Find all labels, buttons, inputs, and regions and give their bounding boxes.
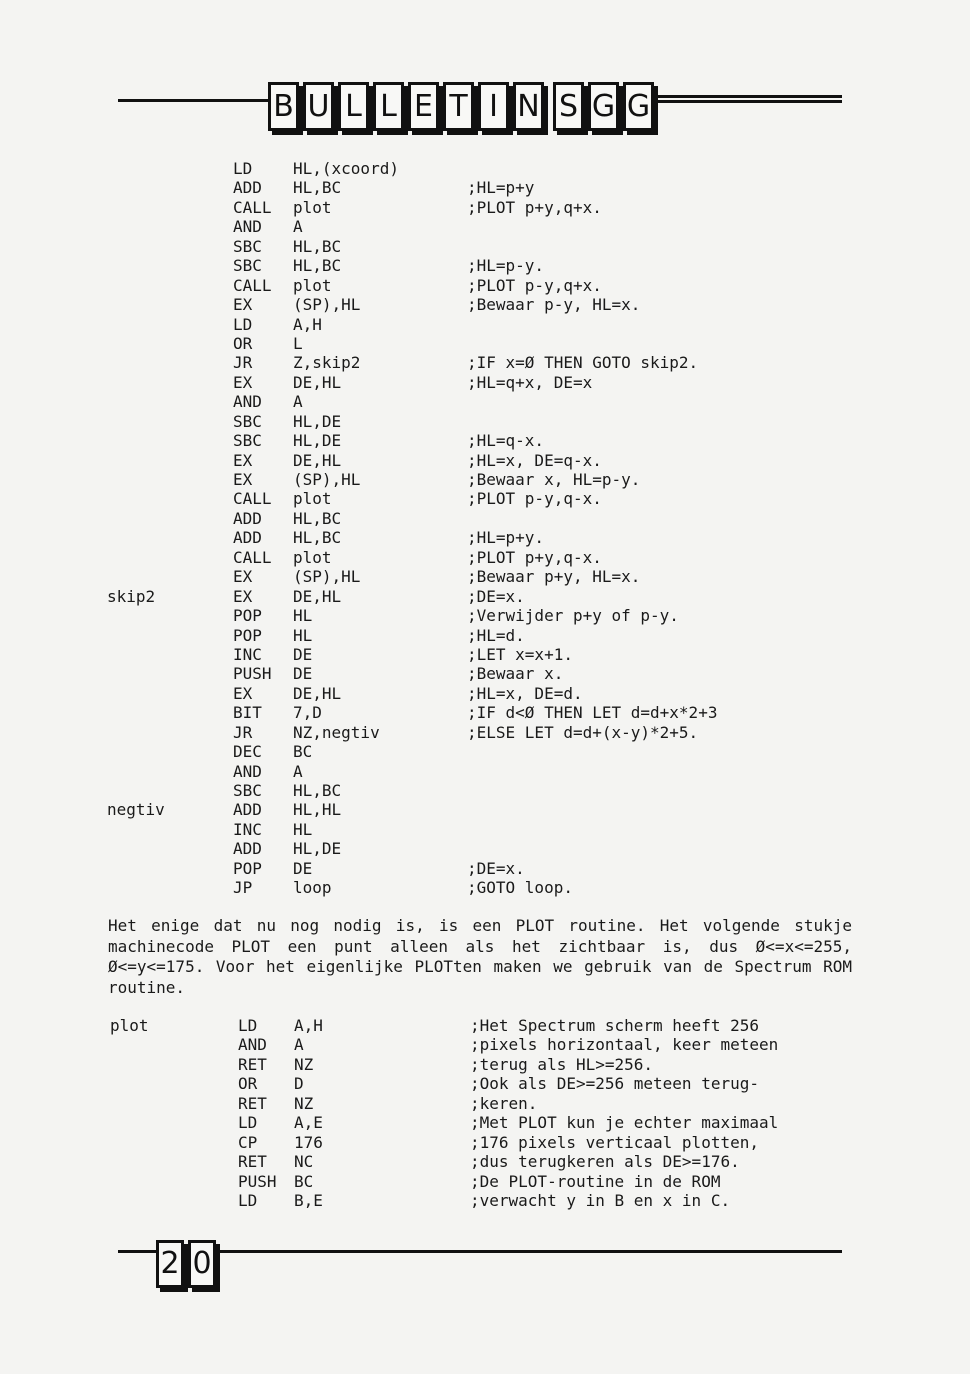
code-opcode: EX xyxy=(233,295,253,315)
code-operand: Z,skip2 xyxy=(293,353,361,373)
code-opcode: ADD xyxy=(233,178,262,198)
code-operand: DE,HL xyxy=(293,372,342,392)
code-opcode: POP xyxy=(233,858,262,878)
code-operand: plot xyxy=(293,547,332,567)
code-comment: ;HL=q+x, DE=x xyxy=(467,372,593,392)
code-operand: HL,BC xyxy=(293,508,342,528)
logo-letter: T xyxy=(443,82,474,131)
code-operand: HL,DE xyxy=(293,839,342,859)
code-opcode: RET xyxy=(238,1093,267,1113)
code-operand: loop xyxy=(293,878,332,898)
code-line xyxy=(107,373,807,392)
code-line xyxy=(107,334,807,353)
code-operand: HL xyxy=(293,606,313,626)
logo-letter: S xyxy=(553,82,584,131)
code-comment: ;verwacht y in B en x in C. xyxy=(470,1190,731,1210)
code-operand: DE xyxy=(293,644,313,664)
code-comment: ;Het Spectrum scherm heeft 256 xyxy=(470,1016,759,1035)
code-line xyxy=(110,1172,870,1191)
code-opcode: SBC xyxy=(233,236,262,256)
code-opcode: EX xyxy=(233,586,253,606)
code-opcode: EX xyxy=(233,683,253,703)
code-operand: BC xyxy=(293,742,313,762)
code-operand: A,H xyxy=(294,1016,323,1035)
code-opcode: OR xyxy=(238,1074,258,1094)
code-line xyxy=(107,178,807,197)
code-opcode: LD xyxy=(233,314,253,334)
code-comment: ;176 pixels verticaal plotten, xyxy=(470,1132,759,1152)
code-operand: A,H xyxy=(293,314,322,334)
page-number xyxy=(156,1240,216,1288)
logo-letter: L xyxy=(373,82,404,131)
code-opcode: CALL xyxy=(233,275,272,295)
code-opcode: RET xyxy=(238,1152,267,1172)
code-comment: ;HL=p+y xyxy=(467,178,535,198)
code-operand: A,E xyxy=(294,1113,323,1133)
logo-letter: L xyxy=(338,82,369,131)
code-operand: plot xyxy=(293,489,332,509)
code-line xyxy=(110,1094,870,1113)
code-line xyxy=(107,567,807,586)
code-line xyxy=(107,528,807,547)
code-comment: ;terug als HL>=256. xyxy=(470,1054,654,1074)
code-opcode: JR xyxy=(233,722,253,742)
code-opcode: POP xyxy=(233,625,262,645)
code-opcode: SBC xyxy=(233,781,262,800)
code-line xyxy=(107,684,807,703)
code-line xyxy=(107,839,807,858)
code-line xyxy=(107,451,807,470)
code-operand: DE,HL xyxy=(293,683,342,703)
code-comment: ;GOTO loop. xyxy=(467,878,573,898)
code-operand: A xyxy=(293,217,303,237)
code-line xyxy=(110,1016,870,1035)
logo-letter: G xyxy=(588,82,619,131)
code-operand: HL,BC xyxy=(293,528,342,548)
code-opcode: EX xyxy=(233,567,253,587)
header-rule-right xyxy=(650,95,842,98)
code-comment: ;HL=x, DE=q-x. xyxy=(467,450,602,470)
code-line xyxy=(107,723,807,742)
code-opcode: SBC xyxy=(233,431,262,451)
code-operand: NZ xyxy=(294,1054,314,1074)
code-line xyxy=(107,626,807,645)
assembly-listing-plot xyxy=(110,1016,870,1210)
code-line xyxy=(107,159,807,178)
code-opcode: EX xyxy=(233,372,253,392)
code-opcode: OR xyxy=(233,333,253,353)
logo-letter: E xyxy=(408,82,439,131)
code-comment: ;DE=x. xyxy=(467,858,525,878)
code-opcode: LD xyxy=(238,1016,258,1035)
code-line xyxy=(107,198,807,217)
code-comment: ;PLOT p-y,q-x. xyxy=(467,489,602,509)
logo-letter: B xyxy=(268,82,299,131)
code-line xyxy=(107,431,807,450)
code-line xyxy=(107,742,807,761)
code-opcode: POP xyxy=(233,606,262,626)
code-line xyxy=(110,1113,870,1132)
code-operand: HL,DE xyxy=(293,411,342,431)
header-rule-right-2 xyxy=(650,100,842,103)
code-operand: HL xyxy=(293,819,313,839)
code-opcode: ADD xyxy=(233,528,262,548)
code-operand: HL,BC xyxy=(293,256,342,276)
code-line xyxy=(107,412,807,431)
code-operand: HL,(xcoord) xyxy=(293,159,399,178)
code-operand: (SP),HL xyxy=(293,295,361,315)
code-line xyxy=(110,1074,870,1093)
code-operand: DE,HL xyxy=(293,450,342,470)
code-line xyxy=(107,878,807,897)
code-operand: D xyxy=(294,1074,304,1094)
code-comment: ;Bewaar p-y, HL=x. xyxy=(467,295,641,315)
logo-letter: N xyxy=(513,82,544,131)
code-operand: DE,HL xyxy=(293,586,342,606)
code-operand: L xyxy=(293,333,303,353)
header-rule-left xyxy=(118,99,268,102)
code-line xyxy=(107,645,807,664)
code-line xyxy=(107,859,807,878)
code-opcode: INC xyxy=(233,644,262,664)
code-comment: ;Bewaar x. xyxy=(467,664,564,684)
code-opcode: PUSH xyxy=(233,664,272,684)
code-line xyxy=(107,800,807,819)
code-comment: ;Bewaar x, HL=p-y. xyxy=(467,470,641,489)
code-opcode: AND xyxy=(233,392,262,412)
code-line xyxy=(107,703,807,722)
code-operand: (SP),HL xyxy=(293,567,361,587)
code-line xyxy=(107,587,807,606)
code-line xyxy=(107,256,807,275)
code-comment: ;HL=q-x. xyxy=(467,431,545,451)
logo-letter: U xyxy=(303,82,334,131)
code-operand: BC xyxy=(294,1171,314,1191)
code-operand: HL,BC xyxy=(293,781,342,800)
code-operand: A xyxy=(294,1035,304,1055)
code-operand: A xyxy=(293,392,303,412)
code-opcode: ADD xyxy=(233,839,262,859)
code-line xyxy=(110,1035,870,1054)
sgg-logo xyxy=(553,82,654,131)
code-comment: ;Bewaar p+y, HL=x. xyxy=(467,567,641,587)
code-opcode: ADD xyxy=(233,508,262,528)
code-line xyxy=(107,470,807,489)
code-comment: ;PLOT p-y,q+x. xyxy=(467,275,602,295)
body-paragraph: Het enige dat nu nog nodig is, is een PLOT routine. Het volgende stukje machinecode PLOT een punt alleen als het zichtbaar is, dus Ø<=x<=255, Ø<=y<=175. Voor het eigenlijke PLOTten maken we gebruik van de Spectrum ROM routine. xyxy=(108,916,852,997)
code-line xyxy=(107,237,807,256)
code-operand: HL,DE xyxy=(293,431,342,451)
code-opcode: LD xyxy=(238,1113,258,1133)
footer-rule xyxy=(118,1250,842,1253)
code-comment: ;Met PLOT kun je echter maximaal xyxy=(470,1113,779,1133)
code-comment: ;DE=x. xyxy=(467,586,525,606)
code-opcode: AND xyxy=(233,761,262,781)
code-operand: (SP),HL xyxy=(293,470,361,489)
code-opcode: INC xyxy=(233,819,262,839)
code-comment: ;keren. xyxy=(470,1093,538,1113)
code-comment: ;HL=d. xyxy=(467,625,525,645)
code-comment: ;Verwijder p+y of p-y. xyxy=(467,606,679,626)
code-comment: ;PLOT p+y,q+x. xyxy=(467,197,602,217)
code-opcode: CP xyxy=(238,1132,258,1152)
code-line xyxy=(107,606,807,625)
bulletin-logo xyxy=(268,82,544,131)
code-opcode: CALL xyxy=(233,547,272,567)
code-comment: ;IF d<Ø THEN LET d=d+x*2+3 xyxy=(467,703,718,723)
code-line xyxy=(107,509,807,528)
code-opcode: AND xyxy=(233,217,262,237)
code-operand: DE xyxy=(293,858,313,878)
code-line xyxy=(107,392,807,411)
code-opcode: EX xyxy=(233,470,253,489)
code-opcode: DEC xyxy=(233,742,262,762)
code-operand: B,E xyxy=(294,1190,323,1210)
logo-letter: G xyxy=(623,82,654,131)
code-opcode: AND xyxy=(238,1035,267,1055)
code-opcode: SBC xyxy=(233,256,262,276)
code-opcode: JP xyxy=(233,878,253,898)
code-comment: ;HL=p+y. xyxy=(467,528,545,548)
code-operand: HL,BC xyxy=(293,178,342,198)
code-line xyxy=(107,762,807,781)
code-line xyxy=(110,1152,870,1171)
code-opcode: SBC xyxy=(233,411,262,431)
code-comment: ;Ook als DE>=256 meteen terug- xyxy=(470,1074,759,1094)
code-operand: NC xyxy=(294,1152,314,1172)
code-operand: plot xyxy=(293,197,332,217)
code-line xyxy=(110,1055,870,1074)
code-operand: HL,BC xyxy=(293,236,342,256)
assembly-listing-1 xyxy=(107,159,807,898)
code-comment: ;ELSE LET d=d+(x-y)*2+5. xyxy=(467,722,699,742)
code-line xyxy=(107,217,807,236)
code-comment: ;pixels horizontaal, keer meteen xyxy=(470,1035,779,1055)
code-label: plot xyxy=(110,1016,149,1035)
code-line xyxy=(110,1133,870,1152)
code-line xyxy=(107,295,807,314)
code-opcode: LD xyxy=(238,1190,258,1210)
code-operand: HL xyxy=(293,625,313,645)
code-opcode: JR xyxy=(233,353,253,373)
code-opcode: RET xyxy=(238,1054,267,1074)
page-digit: 2 xyxy=(156,1240,184,1288)
code-comment: ;HL=p-y. xyxy=(467,256,545,276)
code-opcode: CALL xyxy=(233,489,272,509)
code-line xyxy=(107,820,807,839)
code-operand: NZ,negtiv xyxy=(293,722,380,742)
code-line xyxy=(107,489,807,508)
code-label: negtiv xyxy=(107,800,165,820)
code-comment: ;dus terugkeren als DE>=176. xyxy=(470,1152,740,1172)
code-line xyxy=(107,781,807,800)
code-line xyxy=(107,276,807,295)
code-comment: ;De PLOT-routine in de ROM xyxy=(470,1171,721,1191)
code-line xyxy=(110,1191,870,1210)
code-operand: A xyxy=(293,761,303,781)
code-line xyxy=(107,353,807,372)
logo-letter: I xyxy=(478,82,509,131)
code-comment: ;IF x=Ø THEN GOTO skip2. xyxy=(467,353,699,373)
code-operand: plot xyxy=(293,275,332,295)
code-comment: ;PLOT p+y,q-x. xyxy=(467,547,602,567)
code-line xyxy=(107,664,807,683)
code-operand: 176 xyxy=(294,1132,323,1152)
code-opcode: BIT xyxy=(233,703,262,723)
code-comment: ;HL=x, DE=d. xyxy=(467,683,583,703)
code-operand: 7,D xyxy=(293,703,322,723)
code-line xyxy=(107,548,807,567)
code-operand: HL,HL xyxy=(293,800,342,820)
code-opcode: LD xyxy=(233,159,253,178)
code-label: skip2 xyxy=(107,586,156,606)
page-digit: 0 xyxy=(188,1240,216,1288)
code-comment: ;LET x=x+1. xyxy=(467,644,573,664)
code-operand: DE xyxy=(293,664,313,684)
code-opcode: CALL xyxy=(233,197,272,217)
code-opcode: EX xyxy=(233,450,253,470)
code-operand: NZ xyxy=(294,1093,314,1113)
code-line xyxy=(107,315,807,334)
code-opcode: ADD xyxy=(233,800,262,820)
code-opcode: PUSH xyxy=(238,1171,277,1191)
